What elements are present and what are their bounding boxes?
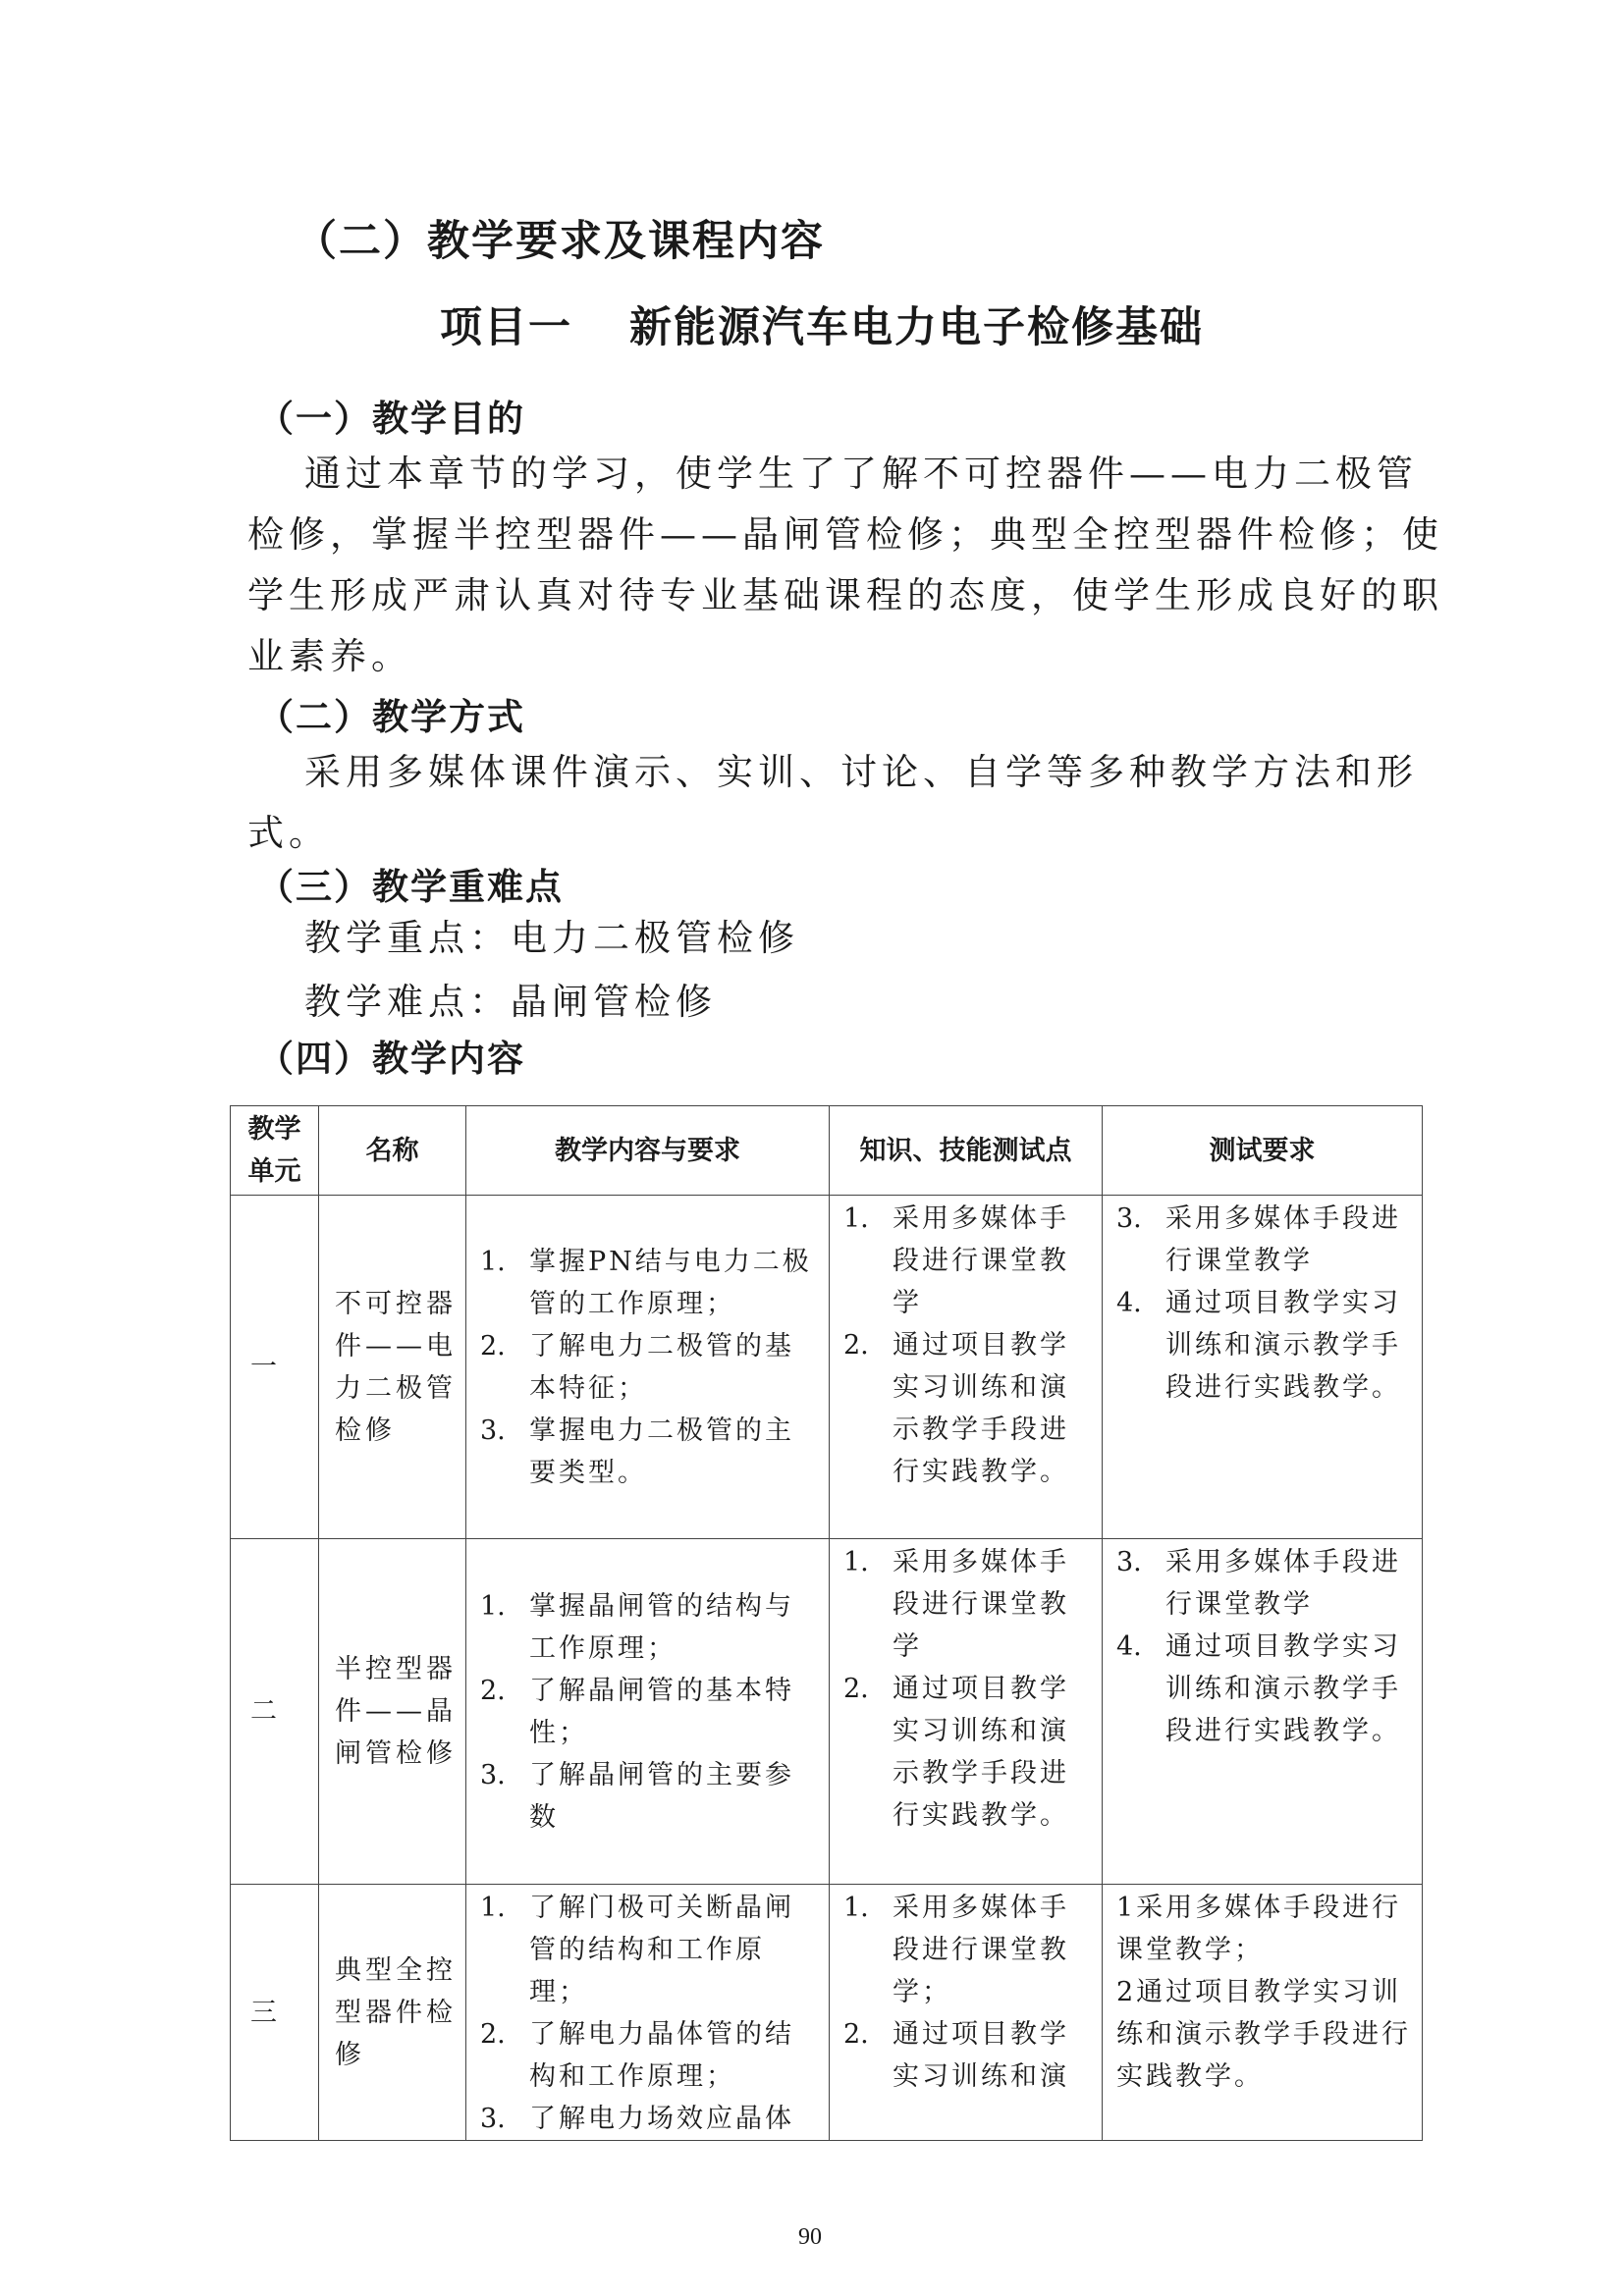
test-points-cell — [830, 1539, 1103, 1885]
list-item — [1116, 1541, 1412, 1626]
key-points-heading: （三）教学重难点 — [257, 866, 564, 908]
list-item — [1116, 1626, 1412, 1752]
item-number: 3. — [1116, 1203, 1142, 1234]
item-text: 了解晶闸管的基本特性； — [529, 1675, 794, 1748]
item-text: 了解电力场效应晶体 — [529, 2104, 794, 2134]
item-text: 采用多媒体手段进行课堂教学 — [893, 1203, 1069, 1318]
list-item — [480, 2098, 819, 2140]
paragraph-line: 采用多媒体课件演示、实训、讨论、自学等多种教学方法和形 — [304, 751, 1418, 793]
header-test-points: 知识、技能测试点 — [830, 1106, 1103, 1196]
table-row — [231, 1539, 1423, 1885]
table-row — [231, 1885, 1423, 2141]
list-item — [843, 1324, 1092, 1493]
item-text: 了解电力晶体管的结构和工作原理； — [529, 2019, 794, 2092]
list-item — [480, 1241, 819, 1325]
header-content: 教学内容与要求 — [466, 1106, 830, 1196]
content-table — [230, 1105, 1423, 2141]
item-number: 2. — [480, 2019, 506, 2050]
item-number: 2. — [480, 1330, 506, 1362]
header-unit-line2: 单元 — [247, 1156, 301, 1187]
item-text: 通过项目教学实习训练和演示教学手段进行实践教学。 — [1165, 1288, 1401, 1403]
content-cell — [466, 1885, 830, 2141]
key-point-focus: 教学重点：电力二极管检修 — [304, 917, 799, 959]
list-item — [480, 1585, 819, 1670]
list-item — [480, 1670, 819, 1754]
requirement-line: 2通过项目教学实习训练和演示教学手段进行实践教学。 — [1116, 1977, 1411, 2092]
section-heading: （二）教学要求及课程内容 — [295, 217, 825, 266]
item-text: 采用多媒体手段进行课堂教学； — [893, 1893, 1069, 2007]
paragraph-line: 检修，掌握半控型器件——晶闸管检修；典型全控型器件检修；使 — [247, 513, 1443, 556]
list-item — [843, 1668, 1092, 1837]
item-text: 掌握晶闸管的结构与工作原理； — [529, 1590, 794, 1664]
item-text: 通过项目教学实习训练和演示教学手段进行实践教学。 — [893, 1674, 1069, 1831]
list-item — [480, 1754, 819, 1839]
list-item — [843, 1541, 1092, 1668]
test-points-cell — [830, 1885, 1103, 2141]
unit-cell: 二 — [231, 1539, 319, 1885]
item-number: 2. — [843, 1674, 869, 1704]
item-number: 2. — [843, 1330, 869, 1361]
project-title: 新能源汽车电力电子检修基础 — [629, 303, 1204, 352]
header-name: 名称 — [319, 1106, 466, 1196]
list-item — [480, 1410, 819, 1494]
item-text: 通过项目教学实习训练和演示教学手段进行实践教学。 — [893, 1330, 1069, 1487]
name-cell: 不可控器件——电力二极管检修 — [319, 1196, 466, 1539]
paragraph-line: 学生形成严肃认真对待专业基础课程的态度，使学生形成良好的职 — [247, 574, 1443, 616]
item-text: 采用多媒体手段进行课堂教学 — [1165, 1547, 1401, 1620]
list-item — [480, 2013, 819, 2098]
table-row — [231, 1196, 1423, 1539]
objectives-heading: （一）教学目的 — [257, 398, 525, 440]
item-number: 1. — [480, 1893, 506, 1923]
test-points-cell — [830, 1196, 1103, 1539]
header-requirements: 测试要求 — [1103, 1106, 1423, 1196]
item-number: 2. — [843, 2019, 869, 2050]
list-item — [1116, 1198, 1412, 1282]
item-text: 了解晶闸管的主要参数 — [529, 1759, 794, 1833]
list-item — [480, 1325, 819, 1410]
header-unit-line1: 教学 — [247, 1114, 301, 1145]
content-heading: （四）教学内容 — [257, 1038, 525, 1080]
list-item — [480, 1887, 819, 2013]
item-number: 3. — [1116, 1547, 1142, 1577]
requirements-cell — [1103, 1885, 1423, 2141]
key-point-difficulty: 教学难点：晶闸管检修 — [304, 981, 717, 1023]
project-label: 项目一 — [440, 303, 572, 352]
unit-cell: 三 — [231, 1885, 319, 2141]
list-item — [843, 1198, 1092, 1324]
list-item — [1116, 1282, 1412, 1409]
methods-paragraph — [247, 742, 1418, 864]
item-text: 掌握PN结与电力二极管的工作原理； — [529, 1246, 812, 1319]
item-text: 通过项目教学实习训练和演 — [893, 2019, 1069, 2092]
item-number: 3. — [480, 2104, 506, 2134]
item-text: 了解门极可关断晶闸管的结构和工作原理； — [529, 1893, 794, 2007]
item-text: 采用多媒体手段进行课堂教学 — [1165, 1203, 1401, 1276]
item-number: 1. — [480, 1246, 506, 1277]
item-text: 采用多媒体手段进行课堂教学 — [893, 1547, 1069, 1662]
requirement-line: 1采用多媒体手段进行课堂教学； — [1116, 1893, 1402, 1965]
content-cell — [466, 1539, 830, 1885]
paragraph-line: 式。 — [247, 812, 330, 854]
header-unit — [231, 1106, 319, 1196]
item-number: 4. — [1116, 1288, 1142, 1318]
name-cell: 典型全控型器件检修 — [319, 1885, 466, 2141]
requirements-cell — [1103, 1539, 1423, 1885]
item-text: 通过项目教学实习训练和演示教学手段进行实践教学。 — [1165, 1631, 1401, 1746]
item-number: 2. — [480, 1675, 506, 1706]
page-number: 90 — [798, 2224, 822, 2250]
list-item — [843, 1887, 1092, 2013]
methods-heading: （二）教学方式 — [257, 696, 525, 738]
project-heading — [440, 294, 1204, 354]
item-number: 4. — [1116, 1631, 1142, 1662]
content-cell — [466, 1196, 830, 1539]
table-header-row — [231, 1106, 1423, 1196]
paragraph-line: 通过本章节的学习，使学生了了解不可控器件——电力二极管 — [304, 453, 1418, 495]
item-text: 掌握电力二极管的主要类型。 — [529, 1415, 794, 1488]
item-number: 3. — [480, 1759, 506, 1790]
item-number: 3. — [480, 1415, 506, 1446]
item-text: 了解电力二极管的基本特征； — [529, 1330, 794, 1404]
item-number: 1. — [843, 1203, 869, 1234]
requirements-cell — [1103, 1196, 1423, 1539]
item-number: 1. — [843, 1893, 869, 1923]
list-item — [843, 2013, 1092, 2098]
paragraph-line: 业素养。 — [247, 635, 412, 677]
name-cell: 半控型器件——晶闸管检修 — [319, 1539, 466, 1885]
item-number: 1. — [843, 1547, 869, 1577]
item-number: 1. — [480, 1590, 506, 1622]
objectives-paragraph — [247, 444, 1443, 687]
unit-cell: 一 — [231, 1196, 319, 1539]
